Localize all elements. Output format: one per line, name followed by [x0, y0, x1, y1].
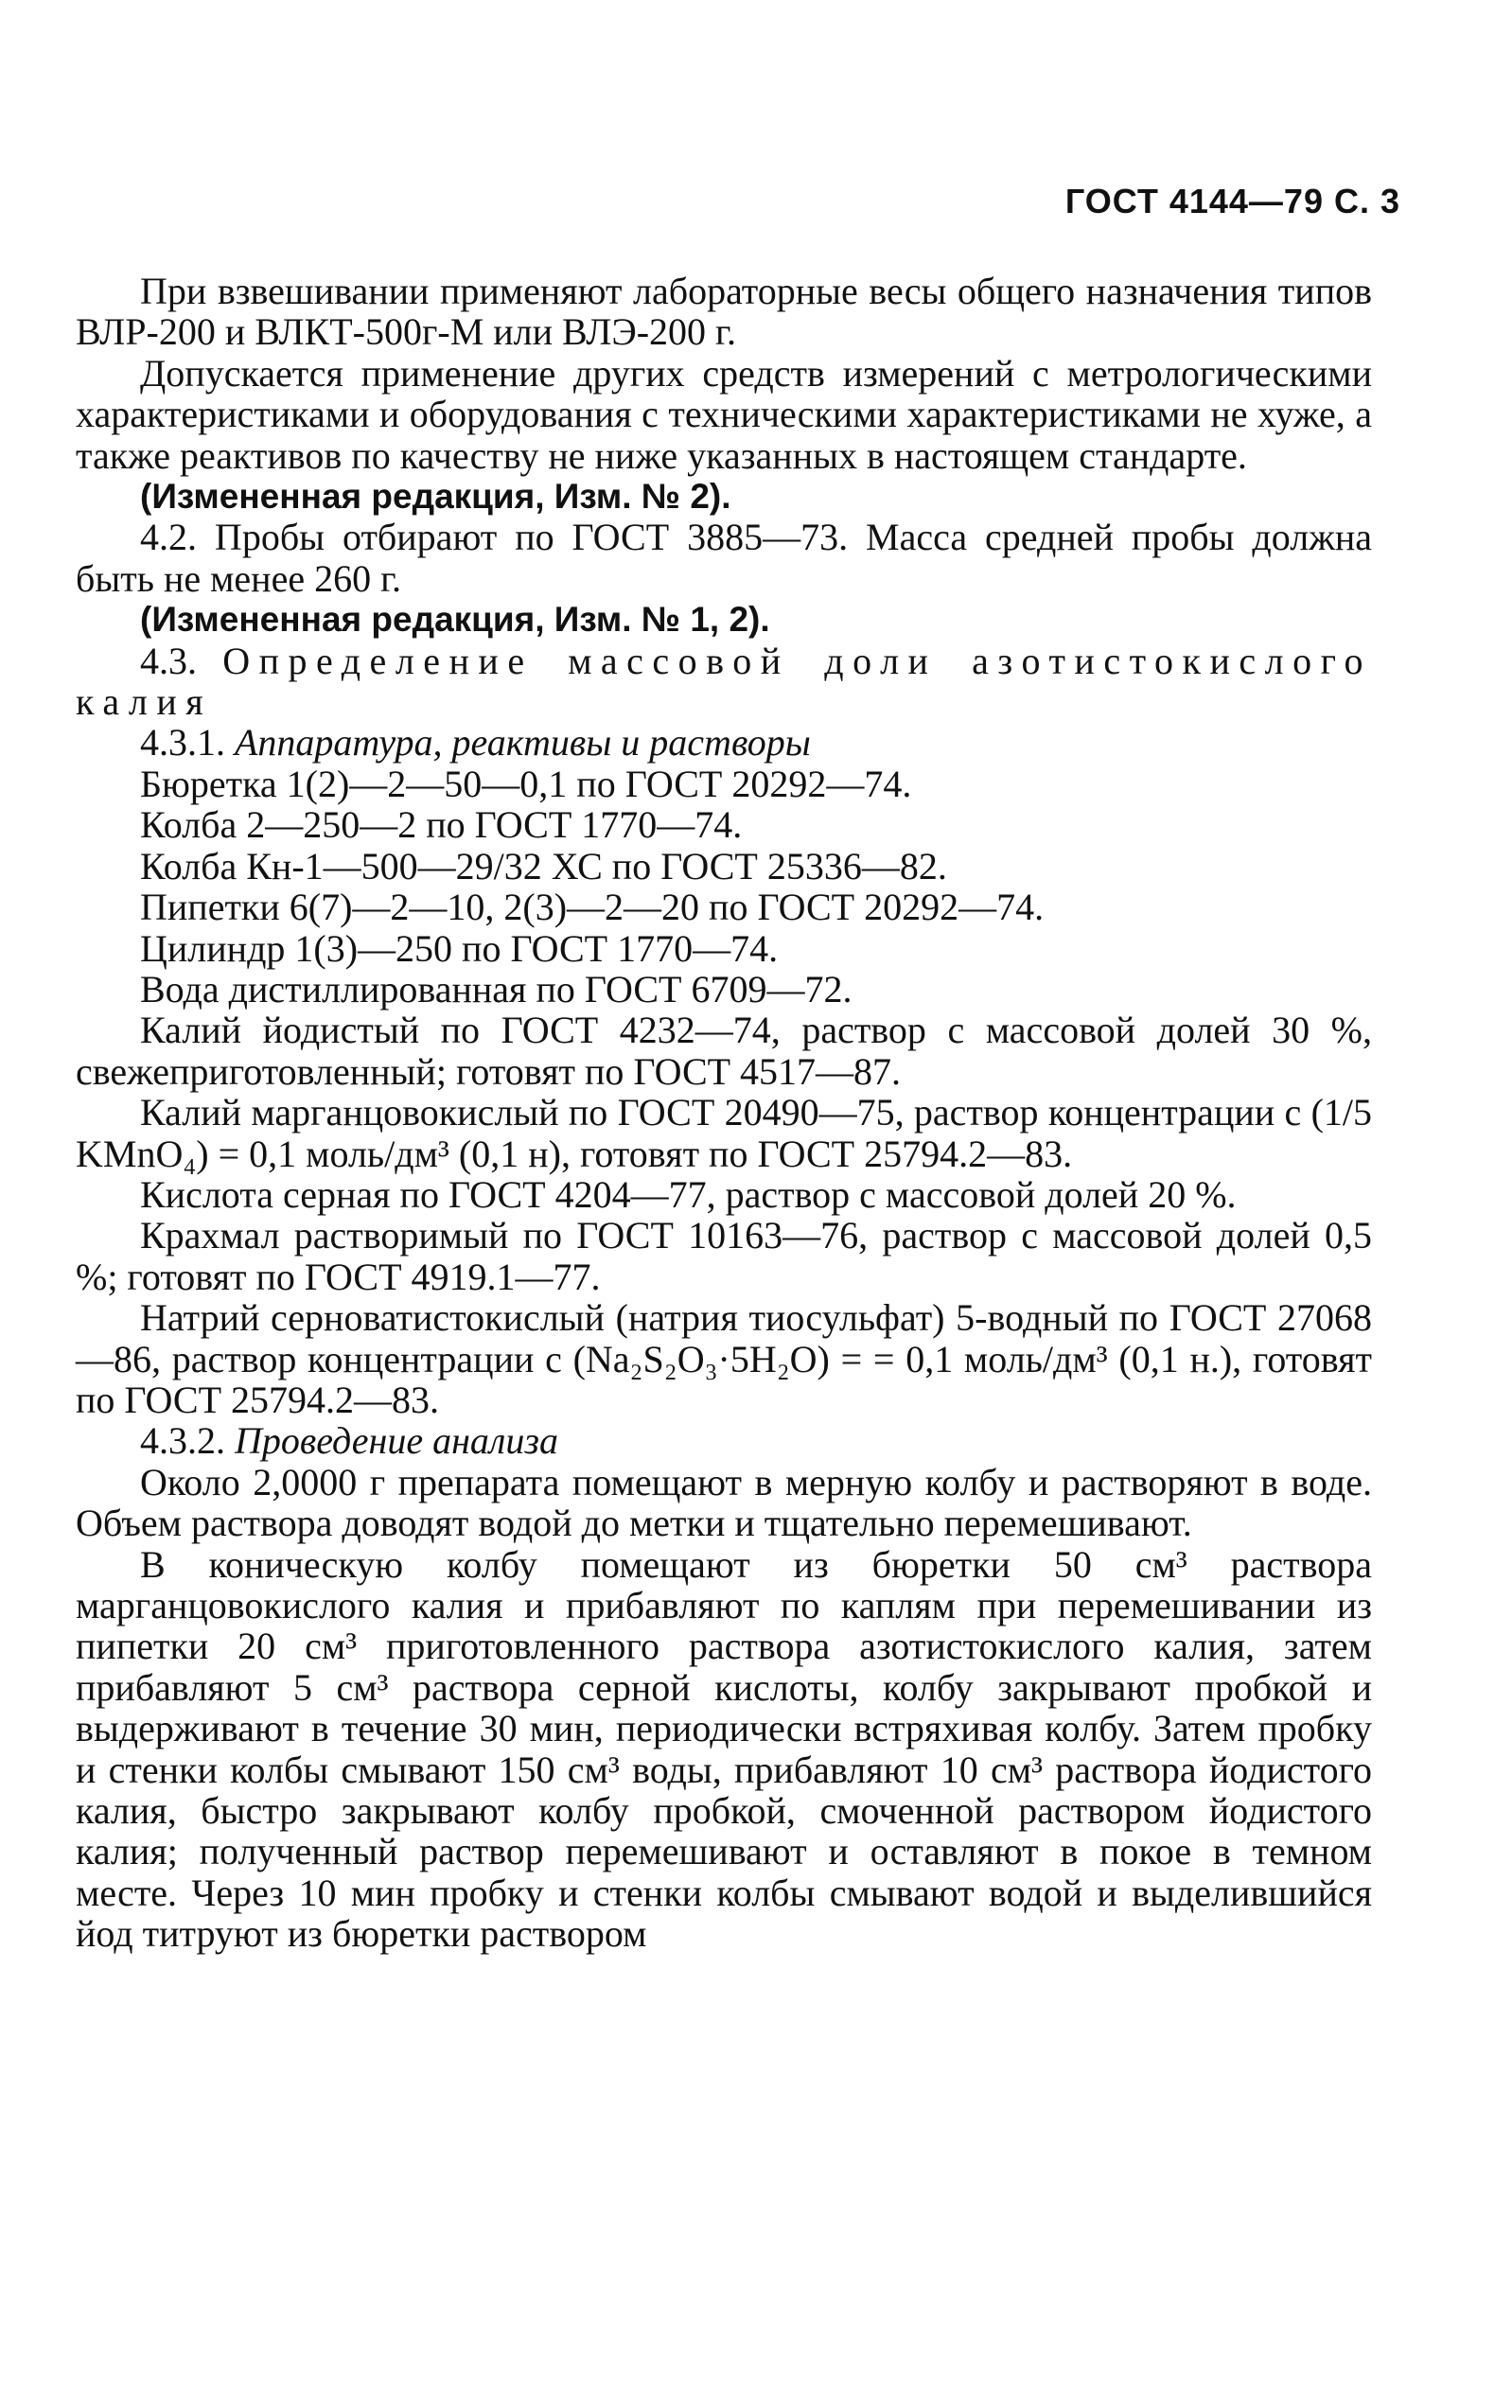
section-heading [76, 641, 1372, 723]
paragraph: Около 2,0000 г препарата помещают в мерную колбу и растворяют в воде. Объем раствора доводят водой до метки и тщательно перемешивают. [76, 1460, 1372, 1545]
paragraph: Допускается применение других средств измерений с метрологическими характеристиками и оборудования с техническими характеристиками не хуже, а также реактивов по качеству не ниже указанных в настоящем стандарте. [76, 351, 1372, 477]
list-item: Колба Кн-1—500—29/32 ХС по ГОСТ 25336—82. [140, 844, 947, 888]
list-item: Калий марганцовокислый по ГОСТ 20490—75, раствор концентрации c (1/5 KMnO₄) = 0,1 моль/дм³ (0,1 н), готовят по ГОСТ 25794.2—83. [76, 1091, 1372, 1175]
list-item: Цилиндр 1(3)—250 по ГОСТ 1770—74. [140, 926, 779, 970]
amendment-note: (Измененная редакция, Изм. № 1, 2). [140, 600, 770, 640]
subsection-number: 4.3.2. [140, 1419, 235, 1463]
subsection-title: Аппаратура, реактивы и растворы [235, 721, 811, 765]
list-item: Кислота серная по ГОСТ 4204—77, раствор с массовой долей 20 %. [140, 1172, 1237, 1216]
section-title: Определение массовой доли азотистокислого калия [76, 639, 1372, 724]
paragraph: При взвешивании применяют лабораторные весы общего назначения типов ВЛР-200 и ВЛКТ-500г-М или ВЛЭ-200 г. [76, 270, 1372, 354]
list-item: Калий йодистый по ГОСТ 4232—74, раствор с массовой долей 30 %, свежеприготовленный; готовят по ГОСТ 4517—87. [76, 1009, 1372, 1093]
list-item: Крахмал растворимый по ГОСТ 10163—76, раствор с массовой долей 0,5 %; готовят по ГОСТ 4919.1—77. [76, 1214, 1372, 1298]
list-item: Вода дистиллированная по ГОСТ 6709—72. [140, 967, 853, 1011]
subsection-number: 4.3.1. [140, 721, 235, 765]
document-body [76, 271, 1372, 1955]
list-item: Натрий серноватистокислый (натрия тиосульфат) 5-водный по ГОСТ 27068—86, раствор концентрации c (Na₂S₂O₃·5H₂O) = = 0,1 моль/дм³ (0,1 н.), готовят по ГОСТ 25794.2—83. [76, 1296, 1372, 1421]
amendment-note: (Измененная редакция, Изм. № 2). [140, 477, 731, 517]
paragraph: 4.2. Пробы отбирают по ГОСТ 3885—73. Масса средней пробы должна быть не менее 260 г. [76, 516, 1372, 600]
list-item: Колба 2—250—2 по ГОСТ 1770—74. [140, 803, 743, 847]
list-item: Пипетки 6(7)—2—10, 2(3)—2—20 по ГОСТ 20292—74. [140, 886, 1045, 929]
section-number: 4.3. [140, 639, 223, 682]
page-header: ГОСТ 4144—79 С. 3 [1064, 182, 1400, 220]
subsection-title: Проведение анализа [235, 1419, 558, 1463]
subsection-heading [76, 1420, 1372, 1461]
paragraph: В коническую колбу помещают из бюретки 50 см³ раствора марганцовокислого калия и прибавляют по каплям при перемешивании из пипетки 20 см³ приготовленного раствора азотистокислого калия, затем прибавляют 5 см³ раствора серной кислоты, колбу закрывают пробкой и выдерживают в течение 30 мин, периодически встряхивая колбу. Затем пробку и стенки колбы смывают 150 см³ воды, прибавляют 10 см³ раствора йодистого калия, быстро закрывают колбу пробкой, смоченной раствором йодистого калия; полученный раствор перемешивают и оставляют в покое в темном месте. Через 10 мин пробку и стенки колбы смывают водой и выделившийся йод титруют из бюретки раствором [76, 1542, 1372, 1956]
list-item: Бюретка 1(2)—2—50—0,1 по ГОСТ 20292—74. [140, 762, 912, 805]
subsection-heading [76, 722, 1372, 763]
